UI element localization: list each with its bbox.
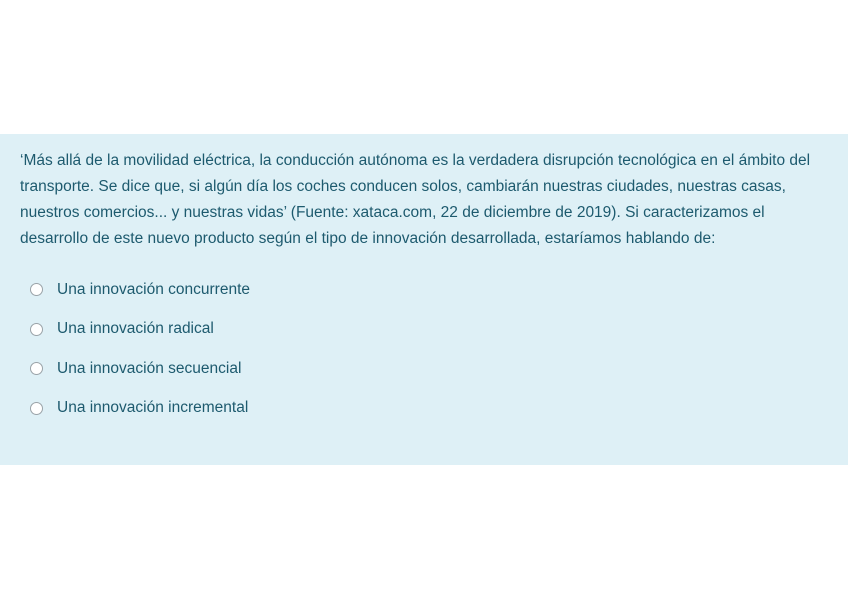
answer-option-concurrente[interactable]	[20, 270, 828, 310]
answer-option-incremental[interactable]	[20, 389, 828, 429]
question-panel	[0, 134, 848, 465]
answer-option-label[interactable]: Una innovación secuencial	[57, 359, 242, 377]
radio-button[interactable]	[30, 362, 43, 375]
answer-option-label[interactable]: Una innovación concurrente	[57, 280, 251, 298]
radio-button[interactable]	[30, 283, 43, 296]
radio-button[interactable]	[30, 323, 43, 336]
question-text: ‘Más allá de la movilidad eléctrica, la conducción autónoma es la verdadera disrupción tecnológica en el ámbito del transporte. Se dice que, si algún día los coches conducen solos, cambiarán nuestras ciudades, nuestras casas, nuestros comercios... y nuestras vidas’ (Fuente: xataca.com, 22 de diciembre de 2019). Si caracterizamos el desarrollo de este nuevo producto según el tipo de innovación desarrollada, estaríamos hablando de:	[20, 152, 811, 247]
answer-option-radical[interactable]	[20, 310, 828, 350]
answer-option-label[interactable]: Una innovación radical	[57, 320, 214, 338]
radio-button[interactable]	[30, 402, 43, 415]
answer-option-label[interactable]: Una innovación incremental	[57, 399, 249, 417]
answer-option-secuencial[interactable]	[20, 349, 828, 389]
answer-options	[20, 270, 828, 428]
